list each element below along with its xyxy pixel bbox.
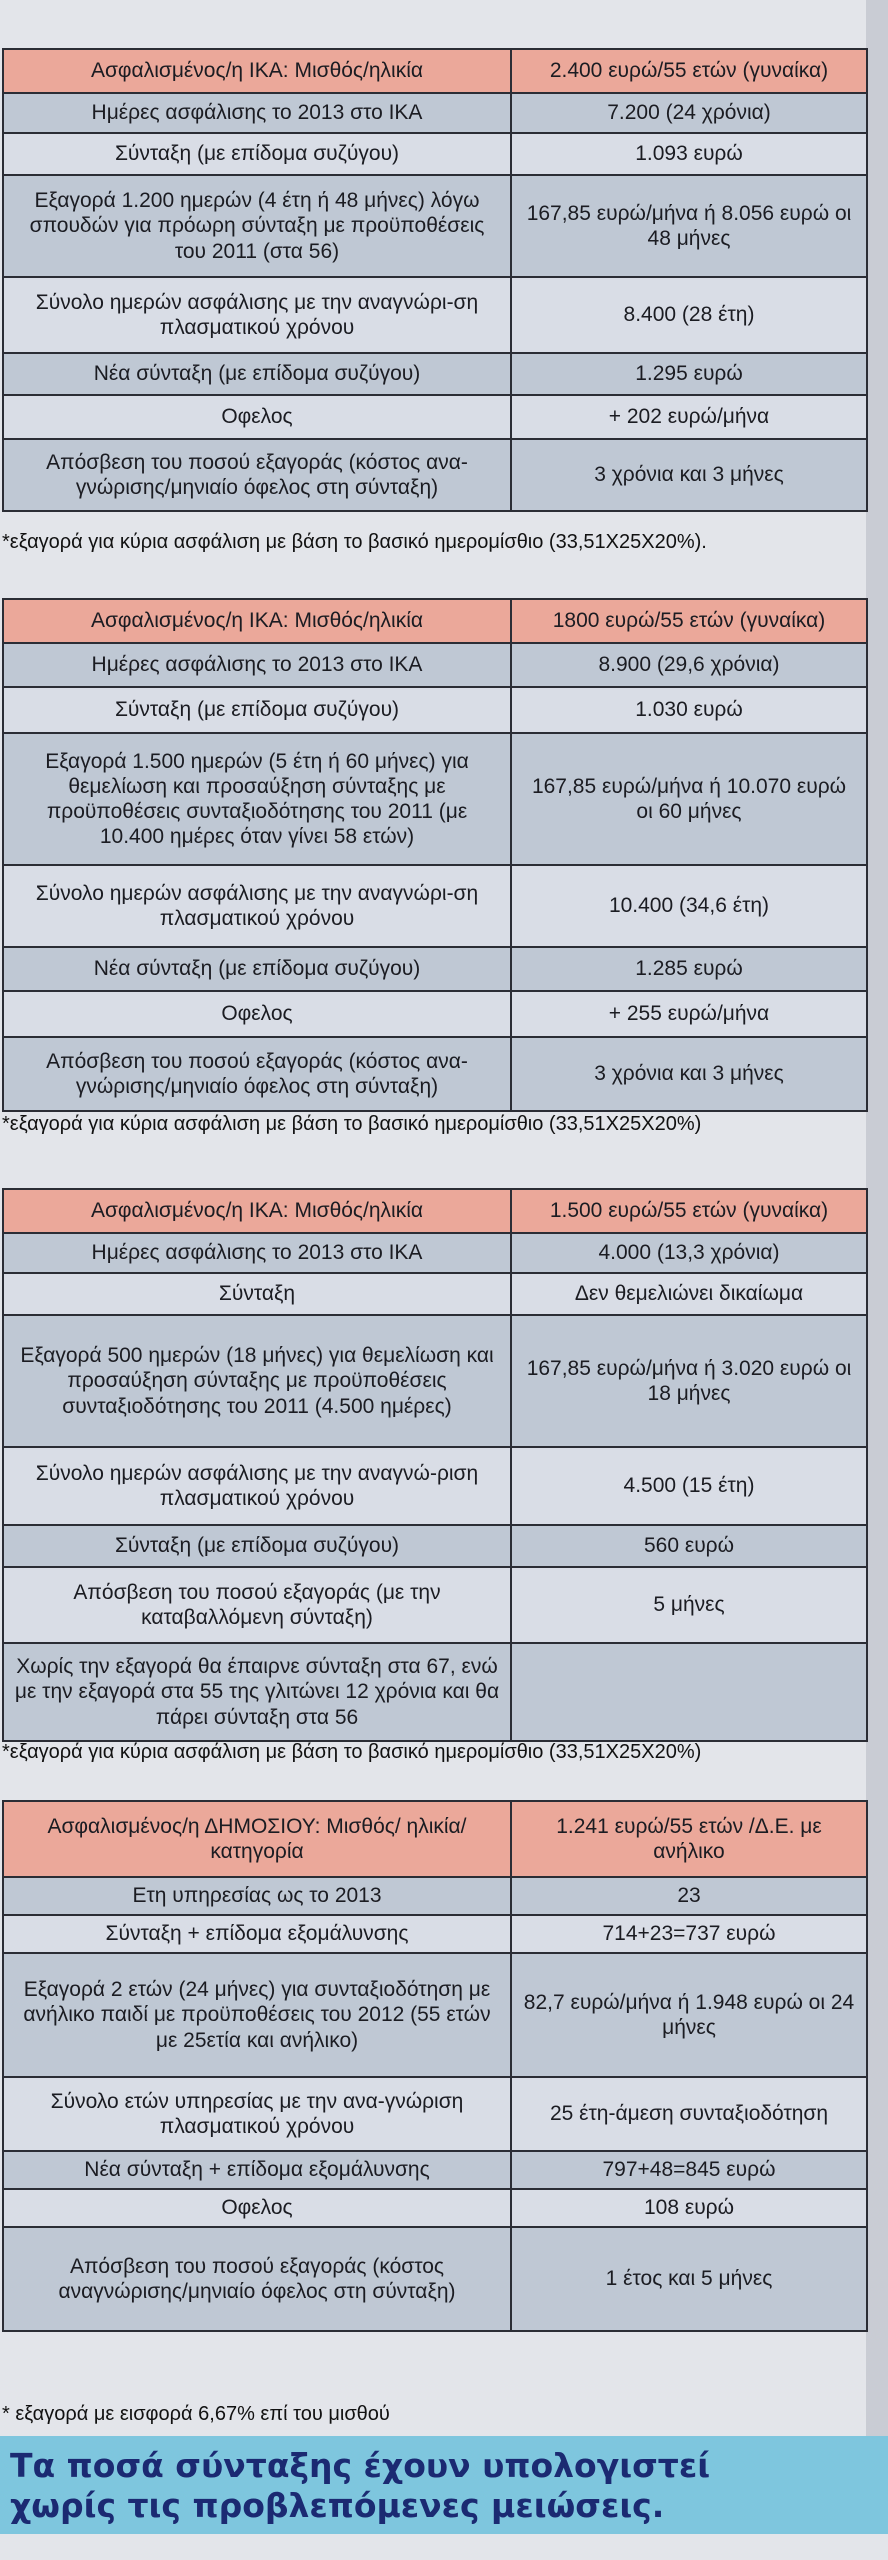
row-value	[511, 1643, 867, 1741]
table-row	[3, 1273, 867, 1315]
row-value: 23	[511, 1877, 867, 1915]
row-label: Ετη υπηρεσίας ως το 2013	[3, 1877, 511, 1915]
row-label: Ασφαλισμένος/η ΙΚΑ: Μισθός/ηλικία	[3, 1189, 511, 1233]
table-row	[3, 2151, 867, 2189]
pension-table-ika-1800	[2, 598, 868, 1112]
row-value: 7.200 (24 χρόνια)	[511, 93, 867, 133]
row-value: 1.285 ευρώ	[511, 947, 867, 991]
row-label: Εξαγορά 1.200 ημερών (4 έτη ή 48 μήνες) λόγω σπουδών για πρόωρη σύνταξη με προϋποθέσεις του 2011 (στα 56)	[3, 175, 511, 277]
row-value: 8.400 (28 έτη)	[511, 277, 867, 353]
row-label: Ασφαλισμένος/η ΙΚΑ: Μισθός/ηλικία	[3, 599, 511, 643]
row-label: Χωρίς την εξαγορά θα έπαιρνε σύνταξη στα 67, ενώ με την εξαγορά στα 55 της γλιτώνει 12 χρόνια και θα πάρει σύνταξη στα 56	[3, 1643, 511, 1741]
row-value: 1.030 ευρώ	[511, 687, 867, 733]
row-value: 3 χρόνια και 3 μήνες	[511, 439, 867, 511]
row-value: 797+48=845 ευρώ	[511, 2151, 867, 2189]
table-row	[3, 1915, 867, 1953]
table-row	[3, 2227, 867, 2331]
table-row	[3, 687, 867, 733]
table-footnote: *εξαγορά για κύρια ασφάλιση με βάση το βασικό ημερομίσθιο (33,51Χ25Χ20%)	[2, 1113, 702, 1135]
row-label: Εξαγορά 2 ετών (24 μήνες) για συνταξιοδότηση με ανήλικο παιδί με προϋποθέσεις του 2012 (55 ετών με 25ετία και ανήλικο)	[3, 1953, 511, 2077]
row-label: Εξαγορά 1.500 ημερών (5 έτη ή 60 μήνες) για θεμελίωση και προσαύξηση σύνταξης με προϋποθέσεις συνταξιοδότησης του 2011 (με 10.400 ημέρες όταν γίνει 58 ετών)	[3, 733, 511, 865]
row-value: Δεν θεμελιώνει δικαίωμα	[511, 1273, 867, 1315]
row-label: Απόσβεση του ποσού εξαγοράς (κόστος αναγνώρισης/μηνιαίο όφελος στη σύνταξη)	[3, 2227, 511, 2331]
table-row	[3, 1037, 867, 1111]
table-row	[3, 353, 867, 395]
row-label: Απόσβεση του ποσού εξαγοράς (με την καταβαλλόμενη σύνταξη)	[3, 1567, 511, 1643]
table-row	[3, 865, 867, 947]
row-value: 25 έτη-άμεση συνταξιοδότηση	[511, 2077, 867, 2151]
footer-note: Τα ποσά σύνταξης έχουν υπολογιστεί χωρίς τις προβλεπόμενες μειώσεις.	[10, 2446, 711, 2525]
table-row	[3, 133, 867, 175]
row-label: Σύνταξη	[3, 1273, 511, 1315]
row-label: Σύνταξη (με επίδομα συζύγου)	[3, 687, 511, 733]
row-value: 10.400 (34,6 έτη)	[511, 865, 867, 947]
row-value: 8.900 (29,6 χρόνια)	[511, 643, 867, 687]
table-row	[3, 1315, 867, 1447]
table-row	[3, 733, 867, 865]
row-label: Νέα σύνταξη (με επίδομα συζύγου)	[3, 947, 511, 991]
table-header-row	[3, 599, 867, 643]
row-value: 1.295 ευρώ	[511, 353, 867, 395]
table-header-row	[3, 49, 867, 93]
row-value: 1.241 ευρώ/55 ετών /Δ.Ε. με ανήλικο	[511, 1801, 867, 1877]
row-value: 4.500 (15 έτη)	[511, 1447, 867, 1525]
row-value: 82,7 ευρώ/μήνα ή 1.948 ευρώ οι 24 μήνες	[511, 1953, 867, 2077]
row-value: 560 ευρώ	[511, 1525, 867, 1567]
table-header-row	[3, 1801, 867, 1877]
footer-highlight-box	[0, 2436, 888, 2534]
table-row	[3, 1447, 867, 1525]
row-label: Νέα σύνταξη + επίδομα εξομάλυνσης	[3, 2151, 511, 2189]
table-footnote: *εξαγορά για κύρια ασφάλιση με βάση το βασικό ημερομίσθιο (33,51Χ25Χ20%).	[2, 531, 707, 553]
row-label: Ημέρες ασφάλισης το 2013 στο ΙΚΑ	[3, 643, 511, 687]
table-row	[3, 991, 867, 1037]
row-label: Ημέρες ασφάλισης το 2013 στο ΙΚΑ	[3, 93, 511, 133]
row-label: Απόσβεση του ποσού εξαγοράς (κόστος ανα-γνώρισης/μηνιαίο όφελος στη σύνταξη)	[3, 439, 511, 511]
row-label: Οφελος	[3, 991, 511, 1037]
pension-table-dimosio	[2, 1800, 868, 2332]
row-value: 3 χρόνια και 3 μήνες	[511, 1037, 867, 1111]
table-row	[3, 1233, 867, 1273]
table-row	[3, 2189, 867, 2227]
table-row	[3, 1643, 867, 1741]
row-label: Σύνολο ημερών ασφάλισης με την αναγνώρι-ση πλασματικού χρόνου	[3, 865, 511, 947]
row-value: + 202 ευρώ/μήνα	[511, 395, 867, 439]
pension-table-ika-1500	[2, 1188, 868, 1742]
background-strip	[866, 0, 888, 2436]
row-value: 5 μήνες	[511, 1567, 867, 1643]
row-value: 1800 ευρώ/55 ετών (γυναίκα)	[511, 599, 867, 643]
table-footnote: * εξαγορά με εισφορά 6,67% επί του μισθού	[2, 2403, 390, 2425]
table-row	[3, 395, 867, 439]
table-footnote: *εξαγορά για κύρια ασφάλιση με βάση το βασικό ημερομίσθιο (33,51Χ25Χ20%)	[2, 1741, 702, 1763]
row-label: Σύνολο ετών υπηρεσίας με την ανα-γνώριση πλασματικού χρόνου	[3, 2077, 511, 2151]
table-row	[3, 2077, 867, 2151]
table-row	[3, 439, 867, 511]
table-row	[3, 1525, 867, 1567]
row-label: Σύνταξη + επίδομα εξομάλυνσης	[3, 1915, 511, 1953]
row-label: Σύνταξη (με επίδομα συζύγου)	[3, 133, 511, 175]
row-label: Ασφαλισμένος/η ΙΚΑ: Μισθός/ηλικία	[3, 49, 511, 93]
row-label: Σύνταξη (με επίδομα συζύγου)	[3, 1525, 511, 1567]
table-row	[3, 643, 867, 687]
row-label: Ασφαλισμένος/η ΔΗΜΟΣΙΟΥ: Μισθός/ ηλικία/κατηγορία	[3, 1801, 511, 1877]
row-value: 108 ευρώ	[511, 2189, 867, 2227]
pension-table-ika-2400	[2, 48, 868, 512]
row-label: Σύνολο ημερών ασφάλισης με την αναγνώ-ριση πλασματικού χρόνου	[3, 1447, 511, 1525]
table-row	[3, 277, 867, 353]
row-label: Ημέρες ασφάλισης το 2013 στο ΙΚΑ	[3, 1233, 511, 1273]
table-row	[3, 947, 867, 991]
row-label: Απόσβεση του ποσού εξαγοράς (κόστος ανα-γνώρισης/μηνιαίο όφελος στη σύνταξη)	[3, 1037, 511, 1111]
row-label: Σύνολο ημερών ασφάλισης με την αναγνώρι-ση πλασματικού χρόνου	[3, 277, 511, 353]
row-value: 167,85 ευρώ/μήνα ή 3.020 ευρώ οι 18 μήνες	[511, 1315, 867, 1447]
row-value: 167,85 ευρώ/μήνα ή 8.056 ευρώ οι 48 μήνες	[511, 175, 867, 277]
table-row	[3, 93, 867, 133]
row-label: Οφελος	[3, 2189, 511, 2227]
row-label: Νέα σύνταξη (με επίδομα συζύγου)	[3, 353, 511, 395]
table-row	[3, 175, 867, 277]
row-value: + 255 ευρώ/μήνα	[511, 991, 867, 1037]
table-row	[3, 1953, 867, 2077]
row-label: Οφελος	[3, 395, 511, 439]
row-value: 2.400 ευρώ/55 ετών (γυναίκα)	[511, 49, 867, 93]
row-label: Εξαγορά 500 ημερών (18 μήνες) για θεμελίωση και προσαύξηση σύνταξης με προϋποθέσεις συνταξιοδότησης του 2011 (4.500 ημέρες)	[3, 1315, 511, 1447]
row-value: 1 έτος και 5 μήνες	[511, 2227, 867, 2331]
table-header-row	[3, 1189, 867, 1233]
row-value: 1.500 ευρώ/55 ετών (γυναίκα)	[511, 1189, 867, 1233]
row-value: 1.093 ευρώ	[511, 133, 867, 175]
row-value: 4.000 (13,3 χρόνια)	[511, 1233, 867, 1273]
row-value: 167,85 ευρώ/μήνα ή 10.070 ευρώ οι 60 μήνες	[511, 733, 867, 865]
table-row	[3, 1877, 867, 1915]
table-row	[3, 1567, 867, 1643]
row-value: 714+23=737 ευρώ	[511, 1915, 867, 1953]
